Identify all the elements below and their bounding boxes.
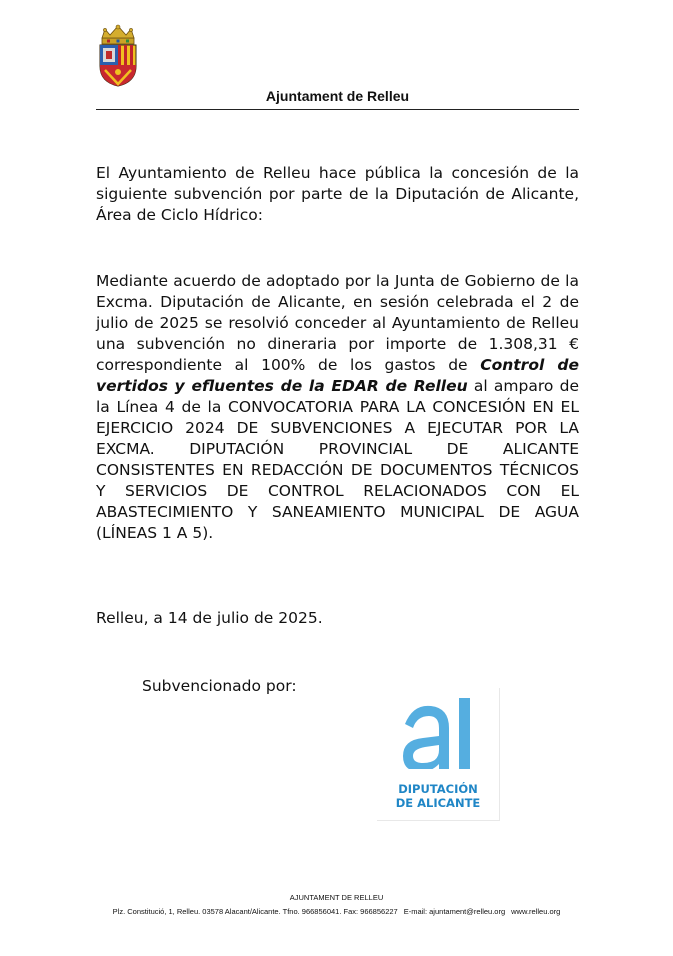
body-paragraph <box>96 271 579 544</box>
header-divider <box>96 109 579 110</box>
footer-name: AJUNTAMENT DE RELLEU <box>289 893 384 902</box>
footer-email[interactable]: E-mail: ajuntament@relleu.org <box>403 907 506 916</box>
subsidy-label: Subvencionado por: <box>142 677 297 695</box>
diputacion-logo <box>377 688 500 821</box>
diputacion-a-icon <box>399 698 477 774</box>
page-title: Ajuntament de Relleu <box>265 88 410 104</box>
footer-web[interactable]: www.relleu.org <box>511 907 561 916</box>
date-line: Relleu, a 14 de julio de 2025. <box>96 609 323 627</box>
body-text-end: al amparo de la Línea 4 de la CONVOCATORIA PARA LA CONCESIÓN EN EL EJERCICIO 2024 DE SUBVENCIONES A EJECUTAR POR LA EXCMA. DIPUTACIÓN PROVINCIAL DE ALICANTE CONSISTENTES EN REDACCIÓN DE DOCUMENTOS TÉCNICOS Y SERVICIOS DE CONTROL RELACIONADOS CON EL ABASTECIMIENTO Y SANEAMIENTO MUNICIPAL DE AGUA (LÍNEAS 1 A 5). <box>96 377 579 542</box>
intro-paragraph: El Ayuntamiento de Relleu hace pública la concesión de la siguiente subvención por parte de la Diputación de Alicante, Área de Ciclo Hídrico: <box>96 164 579 224</box>
logo-text-line2: DE ALICANTE <box>395 796 481 810</box>
body-text-start: Mediante acuerdo de adoptado por la Junta de Gobierno de la Excma. Diputación de Alicante, en sesión celebrada el 2 de julio de 2025 se resolvió conceder al Ayuntamiento de Relleu una subvención no dineraria por importe de 1.308,31 € correspondiente al 100% de los gastos de <box>96 272 579 374</box>
coat-of-arms-icon <box>97 24 139 88</box>
footer-address: Plz. Constitució, 1, Relleu. 03578 Alacant/Alicante. Tfno. 966856041. Fax: 966856227 <box>112 907 398 916</box>
logo-text-line1: DIPUTACIÓN <box>398 782 478 796</box>
footer-contact <box>0 907 673 916</box>
body-emphasis: Control de vertidos y efluentes de la EDAR de Relleu <box>96 356 579 395</box>
